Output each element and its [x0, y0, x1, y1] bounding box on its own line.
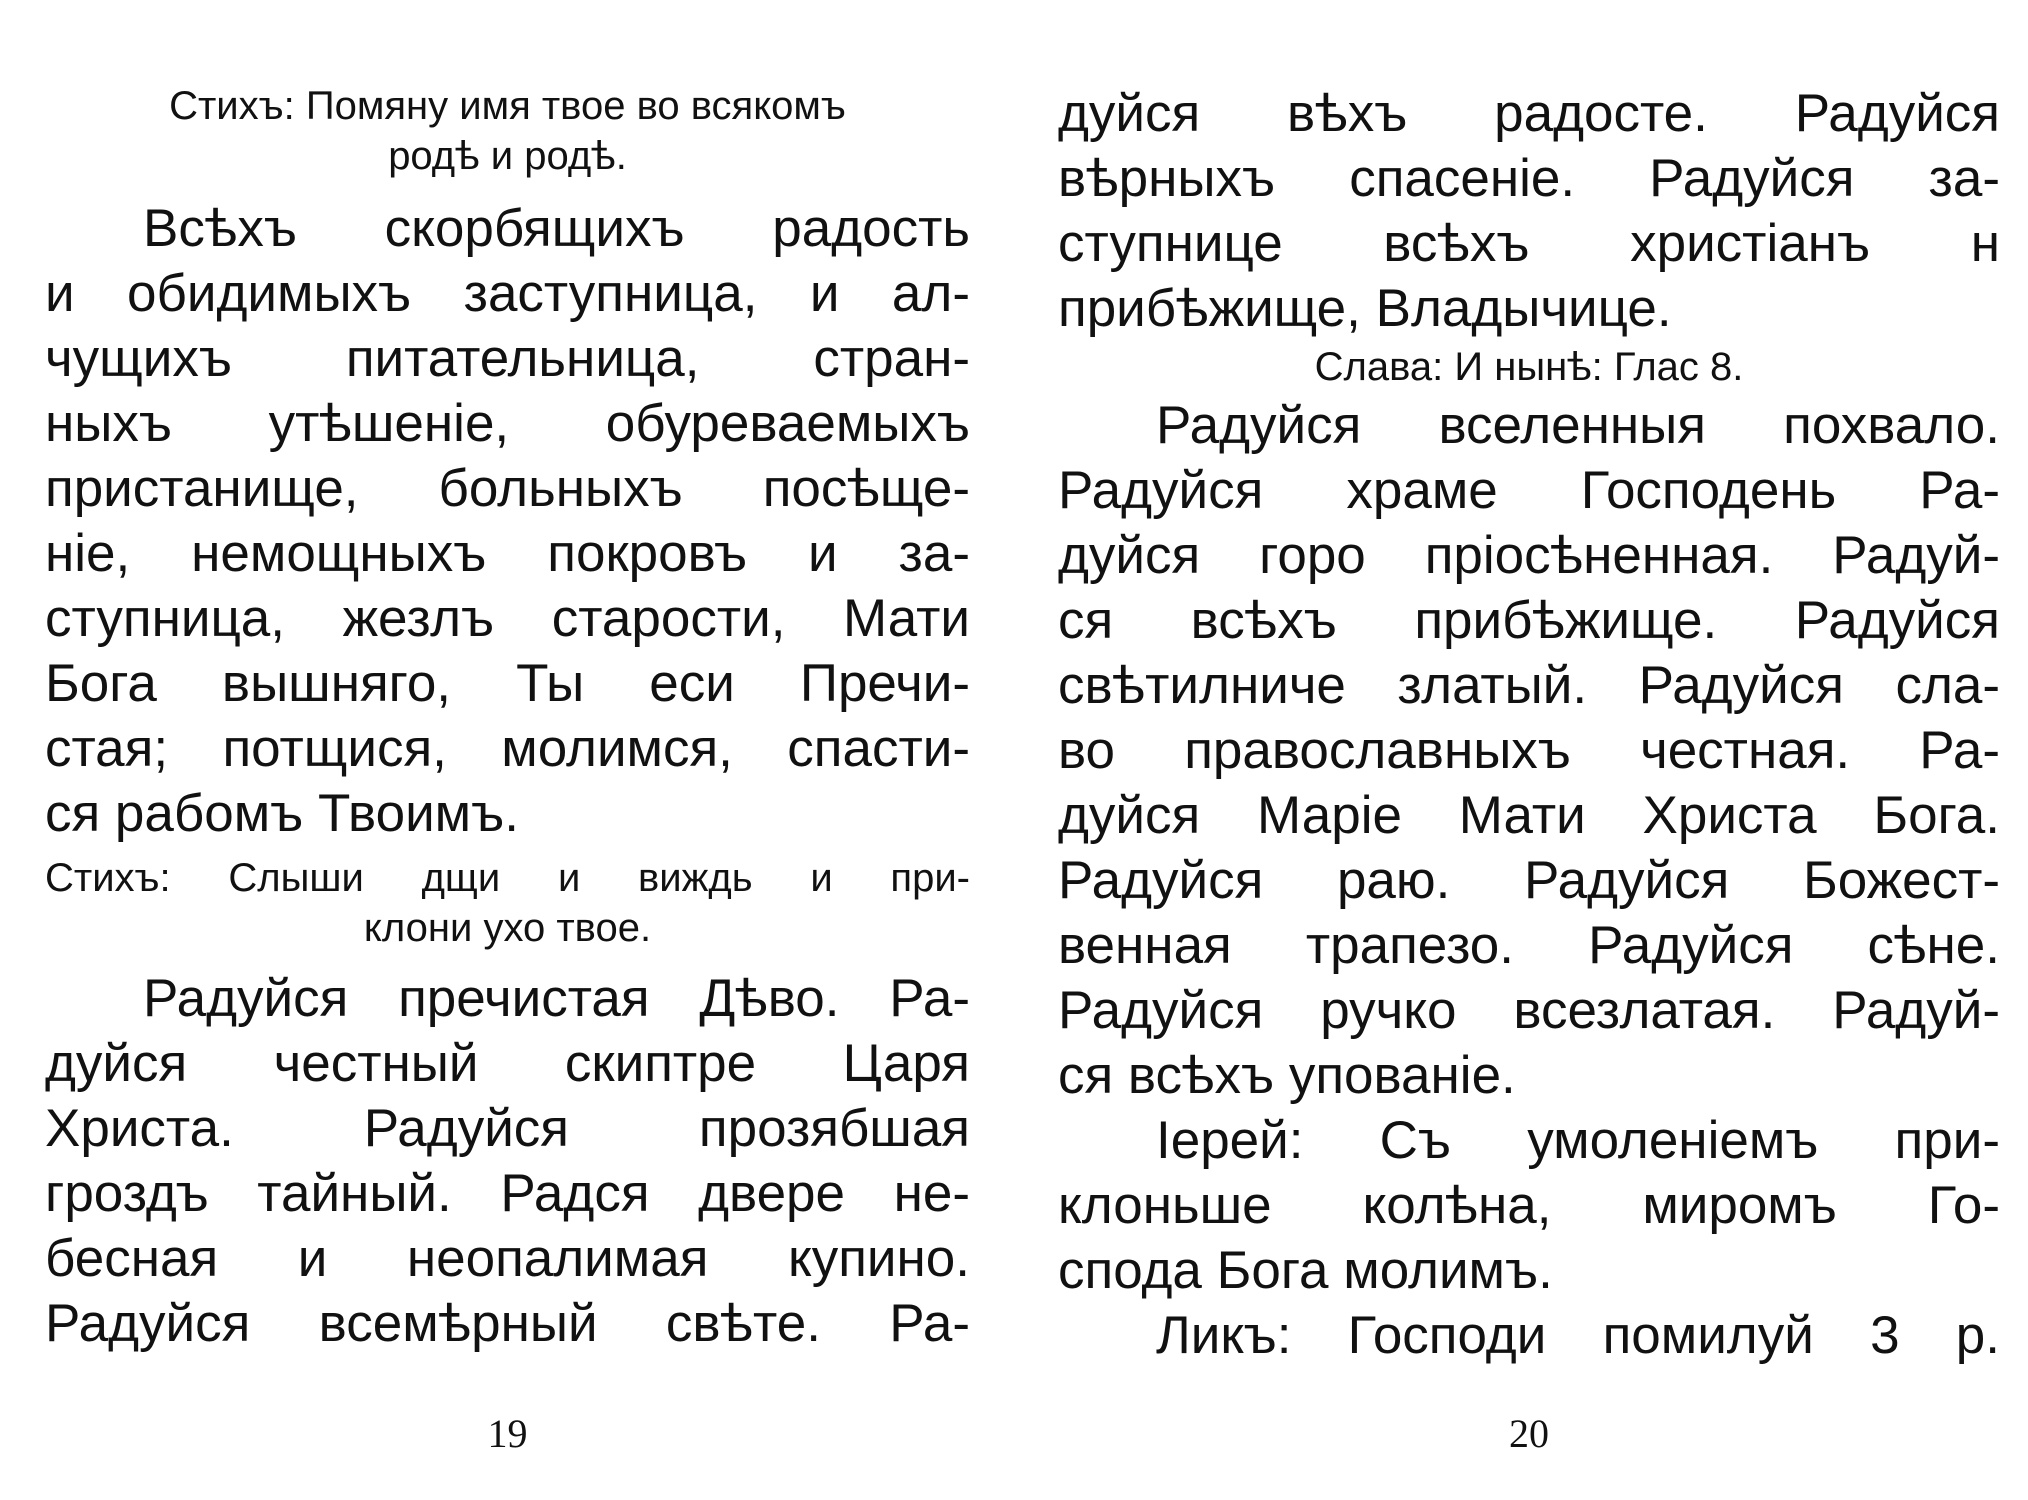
rubric-line: Слава: И нынѣ: Глас 8. — [1314, 345, 1744, 389]
text-line: стая; потщися, молимся, спасти- — [45, 719, 970, 778]
text-line: Радуйся раю. Радуйся Божест- — [1058, 851, 2000, 910]
text-line: бесная и неопалимая купино. — [45, 1229, 970, 1288]
text-line: Радуйся пречистая Дѣво. Ра- — [143, 969, 970, 1028]
text-line: вѣрныхъ спасеніе. Радуйся за- — [1058, 149, 2000, 208]
text-line: Бога вышняго, Ты еси Пречи- — [45, 654, 970, 713]
text-line: Всѣхъ скорбящихъ радость — [143, 199, 970, 258]
text-line: дуйся горо пріосѣненная. Радуй- — [1058, 526, 2000, 585]
text-line: ся всѣхъ прибѣжище. Радуйся — [1058, 591, 2000, 650]
text-line: Іерей: Съ умоленіемъ при- — [1156, 1111, 2000, 1170]
text-line: прибѣжище, Владычице. — [1058, 279, 1672, 338]
text-line: спода Бога молимъ. — [1058, 1241, 1553, 1300]
verse-line: клони ухо твое. — [363, 906, 652, 950]
page-number: 19 — [487, 1411, 528, 1456]
page-number: 20 — [1509, 1411, 1549, 1456]
text-line: клоньше колѣна, миромъ Го- — [1058, 1176, 2000, 1235]
text-line: Радуйся всемѣрный свѣте. Ра- — [45, 1294, 970, 1353]
text-line: Ликъ: Господи помилуй 3 р. — [1156, 1306, 2000, 1365]
text-line: Радуйся ручко всезлатая. Радуй- — [1058, 981, 2000, 1040]
text-line: венная трапезо. Радуйся сѣне. — [1058, 916, 2000, 975]
text-line: ся рабомъ Твоимъ. — [45, 784, 519, 843]
text-line: свѣтилниче златый. Радуйся сла- — [1058, 656, 2000, 715]
text-line: ныхъ утѣшеніе, обуреваемыхъ — [45, 394, 970, 453]
text-line: ступница, жезлъ старости, Мати — [45, 589, 970, 648]
text-line: ніе, немощныхъ покровъ и за- — [45, 524, 970, 583]
text-line: пристанище, больныхъ посѣще- — [45, 459, 970, 518]
text-line: дуйся Маріе Мати Христа Бога. — [1058, 786, 2000, 845]
verse-line: родѣ и родѣ. — [388, 134, 627, 178]
text-line: ся всѣхъ упованіе. — [1058, 1046, 1516, 1105]
verse-line: Стихъ: Слыши дщи и виждь и при- — [45, 856, 970, 900]
text-line: дуйся вѣхъ радосте. Радуйся — [1058, 84, 2000, 143]
text-line: Радуйся вселенныя похвало. — [1156, 396, 2000, 455]
text-line: и обидимыхъ заступница, и ал- — [45, 264, 970, 323]
right-page — [1014, 0, 2028, 1500]
text-line: гроздъ тайный. Радся двере не- — [45, 1164, 970, 1223]
text-line: Радуйся храме Господень Ра- — [1058, 461, 2000, 520]
text-line: дуйся честный скиптре Царя — [45, 1034, 970, 1093]
text-line: чущихъ питательница, стран- — [45, 329, 970, 388]
text-line: Христа. Радуйся прозябшая — [45, 1099, 970, 1158]
verse-line: Стихъ: Помяну имя твое во всякомъ — [169, 84, 846, 128]
text-line: во православныхъ честная. Ра- — [1058, 721, 2000, 780]
text-line: ступнице всѣхъ христіанъ н — [1058, 214, 2000, 273]
